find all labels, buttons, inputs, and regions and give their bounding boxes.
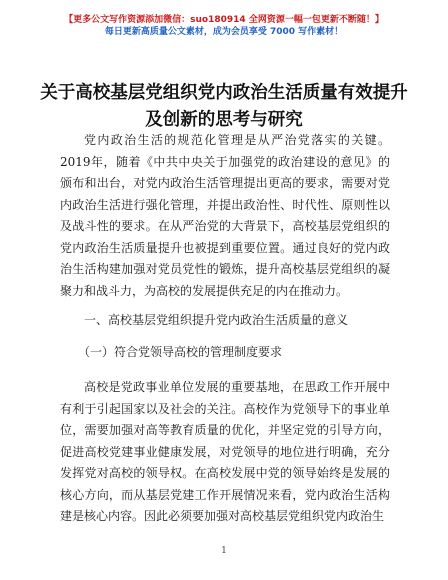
promo-banner-line-2: 每日更新高质量公文素材，成为会员享受 7000 写作素材！ [104,27,344,37]
intro-paragraph: 党内政治生活的规范化管理是从严治党落实的关键。2019年，随着《中共中央关于加强党的政治建设的意见》的颁布和出台，对党内政治生活管理提出更高的要求，需要对党内政治生活进行强化管理，并提出政治性、时代性、原则性以及战斗性的要求。在从严治党的大背景下，高校基层党组织的党内政治生活质量提升也被提到重要位置。通过良好的党内政治生活构建加强对党员党性的锻炼，提升高校基层党组织的凝聚力和战斗力，为高校的发展提供充足的内在推动力。 [60,133,390,298]
promo-banner-line-1: 【更多公文写作资源添加微信：suo180914 全网资源一幅一包更新不断随！】 [64,15,384,25]
page-number: 1 [221,546,227,556]
document-body [60,130,390,528]
body-paragraph: 高校是党政事业单位发展的重要基地，在思政工作开展中有利于引起国家以及社会的关注。高校作为党领导下的事业单位，需要加强对高等教育质量的优化，并坚定党的引导方向，促进高校党建事业健康发展，对党领导的地位进行明确，充分发挥党对高校的领导权。在高校发展中党的领导始终是发展的核心方向，而从基层党建工作开展情况来看，党内政治生活构建是核心内容。因此必须要加强对高校基层党组织党内政治生 [60,380,390,523]
document-title: 关于高校基层党组织党内政治生活质量有效提升及创新的思考与研究 [40,83,408,130]
section-heading: 一、高校基层党组织提升党内政治生活质量的意义 [84,313,349,327]
promo-banner [0,14,448,38]
subsection-heading: （一）符合党领导高校的管理制度要求 [78,344,283,359]
